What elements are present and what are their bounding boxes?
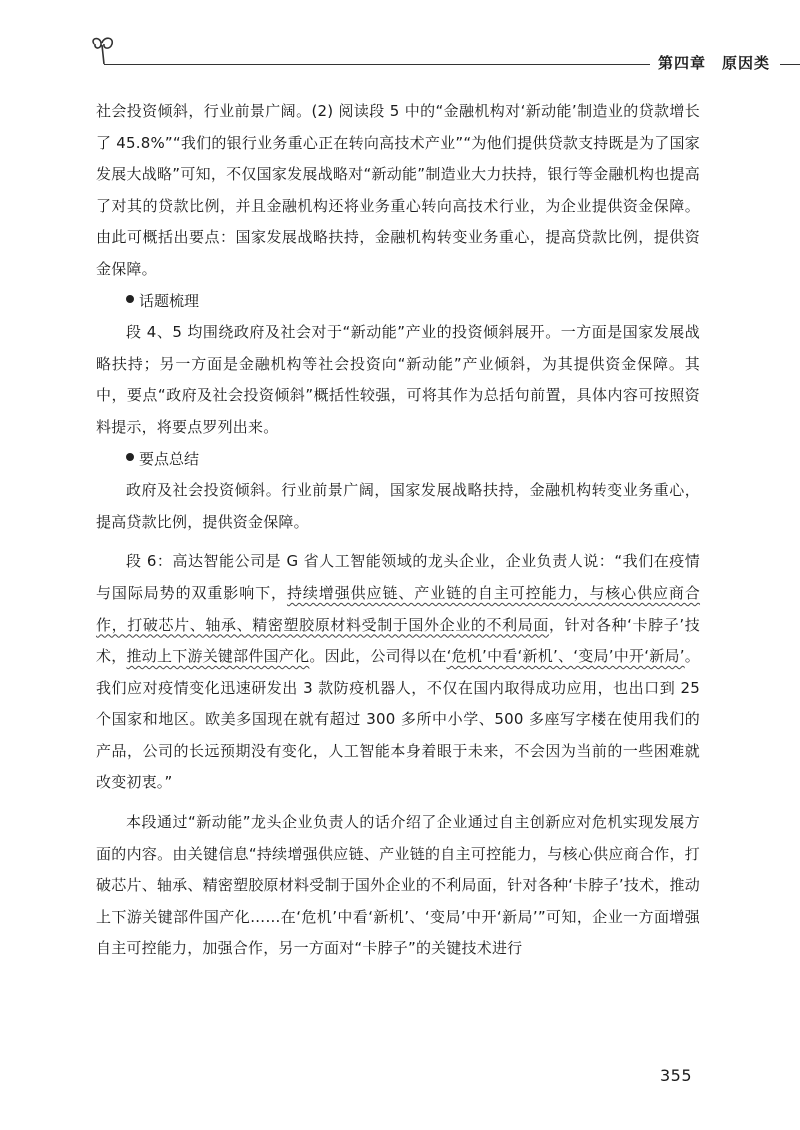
- text-run: 。因此，公司得以在: [309, 647, 447, 666]
- bullet-dot-icon: [126, 453, 134, 461]
- text-run: ，针对各种‘卡脖子’技术，: [96, 615, 700, 666]
- underlined-key-phrase: 推动上下游关键部件国产化: [126, 647, 310, 666]
- bullet-dot-icon: [126, 295, 134, 303]
- page-number: 355: [660, 1066, 693, 1085]
- section-head-label: 要点总结: [139, 449, 200, 468]
- section-head-label: 话题梳理: [139, 291, 200, 310]
- paragraph-1: 社会投资倾斜，行业前景广阔。(2) 阅读段 5 中的“金融机构对‘新动能’制造业的贷款增长了 45.8%”“我们的银行业务重心正在转向高技术产业”“为他们提供贷款支持既是为了国家发展大战略”可知，不仅国家发展战略对“新动能”制造业大力扶持，银行等金融机构也提高了对其的贷款比例，并且金融机构还将业务重心转向高技术行业，为企业提供资金保障。由此可概括出要点：国家发展战略扶持，金融机构转变业务重心，提高贷款比例，提供资金保障。: [96, 102, 700, 278]
- section-head-summary: [96, 444, 700, 476]
- section-head-topic: [96, 286, 700, 318]
- page-header: [88, 34, 771, 74]
- page-body: [96, 96, 700, 965]
- header-rule-right: [780, 64, 800, 65]
- underlined-key-phrase: 持续增强供应链、产业链的自主可控能力，与核心供应商合作，打破芯片、轴承、精密塑胶原材料受制于国外企业的不利局面: [96, 583, 701, 634]
- chapter-title: 第四章 原因类: [658, 54, 771, 72]
- paragraph-5: 本段通过“新动能”龙头企业负责人的话介绍了企业通过自主创新应对危机实现发展方面的内容。由关键信息“持续增强供应链、产业链的自主可控能力，与核心供应商合作，打破芯片、轴承、精密塑胶原材料受制于国外企业的不利局面，针对各种‘卡脖子’技术，推动上下游关键部件国产化……在‘危机’中看‘新机’、‘变局’中开‘新局’”可知，企业一方面增强自主可控能力，加强合作，另一方面对“卡脖子”的关键技术进行: [96, 813, 700, 958]
- underlined-key-phrase: ‘危机’中看‘新机’、‘变局’中开‘新局’: [446, 647, 685, 666]
- paragraph-2: 段 4、5 均围绕政府及社会对于“新动能”产业的投资倾斜展开。一方面是国家发展战略扶持；另一方面是金融机构等社会投资向“新动能”产业倾斜，为其提供资金保障。其中，要点“政府及社会投资倾斜”概括性较强，可将其作为总括句前置，具体内容可按照资料提示，将要点罗列出来。: [96, 323, 700, 436]
- text-run: 段 6：高达智能公司是 G 省人工智能领域的龙头企业，企业负责人说：“我们在疫情与国际局势的双重影响下，: [96, 552, 700, 602]
- paragraph-3: 政府及社会投资倾斜。行业前景广阔，国家发展战略扶持，金融机构转变业务重心，提高贷款比例，提供资金保障。: [96, 481, 700, 531]
- header-rule-left: [104, 64, 650, 65]
- text-run: 。我们应对疫情变化迅速研发出 3 款防疫机器人，不仅在国内取得成功应用，也出口到 25 个国家和地区。欧美多国现在就有超过 300 多所中小学、500 多座写字楼在使用我们的产品，公司的长远预期没有变化，人工智能本身着眼于未来，不会因为当前的一些困难就改变初衷。”: [96, 647, 700, 792]
- paragraph-4: [96, 546, 700, 799]
- sprout-logo-icon: [88, 34, 122, 68]
